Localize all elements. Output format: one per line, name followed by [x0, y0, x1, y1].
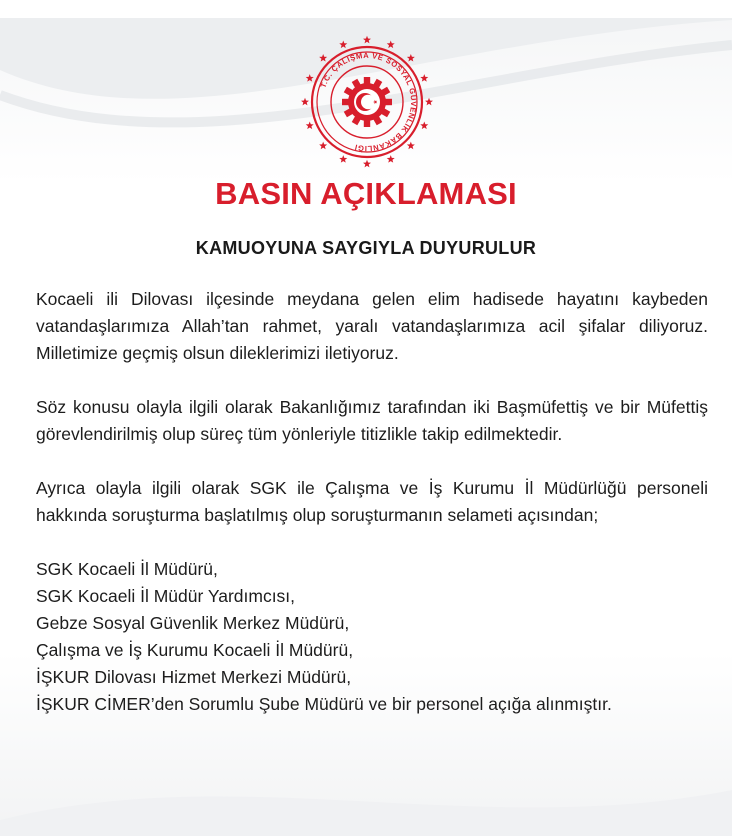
list-item: Çalışma ve İş Kurumu Kocaeli İl Müdürü,: [36, 640, 354, 660]
list-item: İŞKUR CİMER’den Sorumlu Şube Müdürü ve bir personel açığa alınmıştır.: [36, 694, 612, 714]
top-strip: [0, 0, 732, 18]
paragraph-inspection: Söz konusu olayla ilgili olarak Bakanlığımız tarafından iki Başmüfettiş ve bir Müfettiş görevlendirilmiş olup süreç tüm yönleriyle titizlikle takip edilmektedir.: [36, 397, 708, 444]
ministry-seal-icon: [297, 32, 437, 172]
list-item: İŞKUR Dilovası Hizmet Merkezi Müdürü,: [36, 667, 352, 687]
page-title: BASIN AÇIKLAMASI: [215, 176, 517, 211]
suspended-officials-list: [36, 556, 708, 718]
seal-ring-text: T.C. ÇALIŞMA VE SOSYAL GÜVENLİK BAKANLIĞI: [318, 50, 419, 154]
list-item: Gebze Sosyal Güvenlik Merkez Müdürü,: [36, 613, 350, 633]
list-item: SGK Kocaeli İl Müdür Yardımcısı,: [36, 586, 296, 606]
page-subtitle: KAMUOYUNA SAYGIYLA DUYURULUR: [195, 238, 537, 258]
paragraph-condolence: Kocaeli ili Dilovası ilçesinde meydana gelen elim hadisede hayatını kaybeden vatandaşlarımıza Allah’tan rahmet, yaralı vatandaşlarımıza acil şifalar diliyoruz. Milletimize geçmiş olsun dileklerimizi iletiyoruz.: [36, 289, 708, 363]
paragraph-investigation: Ayrıca olayla ilgili olarak SGK ile Çalışma ve İş Kurumu İl Müdürlüğü personeli hakkında soruşturma başlatılmış olup soruşturmanın selameti açısından;: [36, 478, 708, 525]
statement-body: [36, 286, 708, 718]
list-item: SGK Kocaeli İl Müdürü,: [36, 559, 218, 579]
